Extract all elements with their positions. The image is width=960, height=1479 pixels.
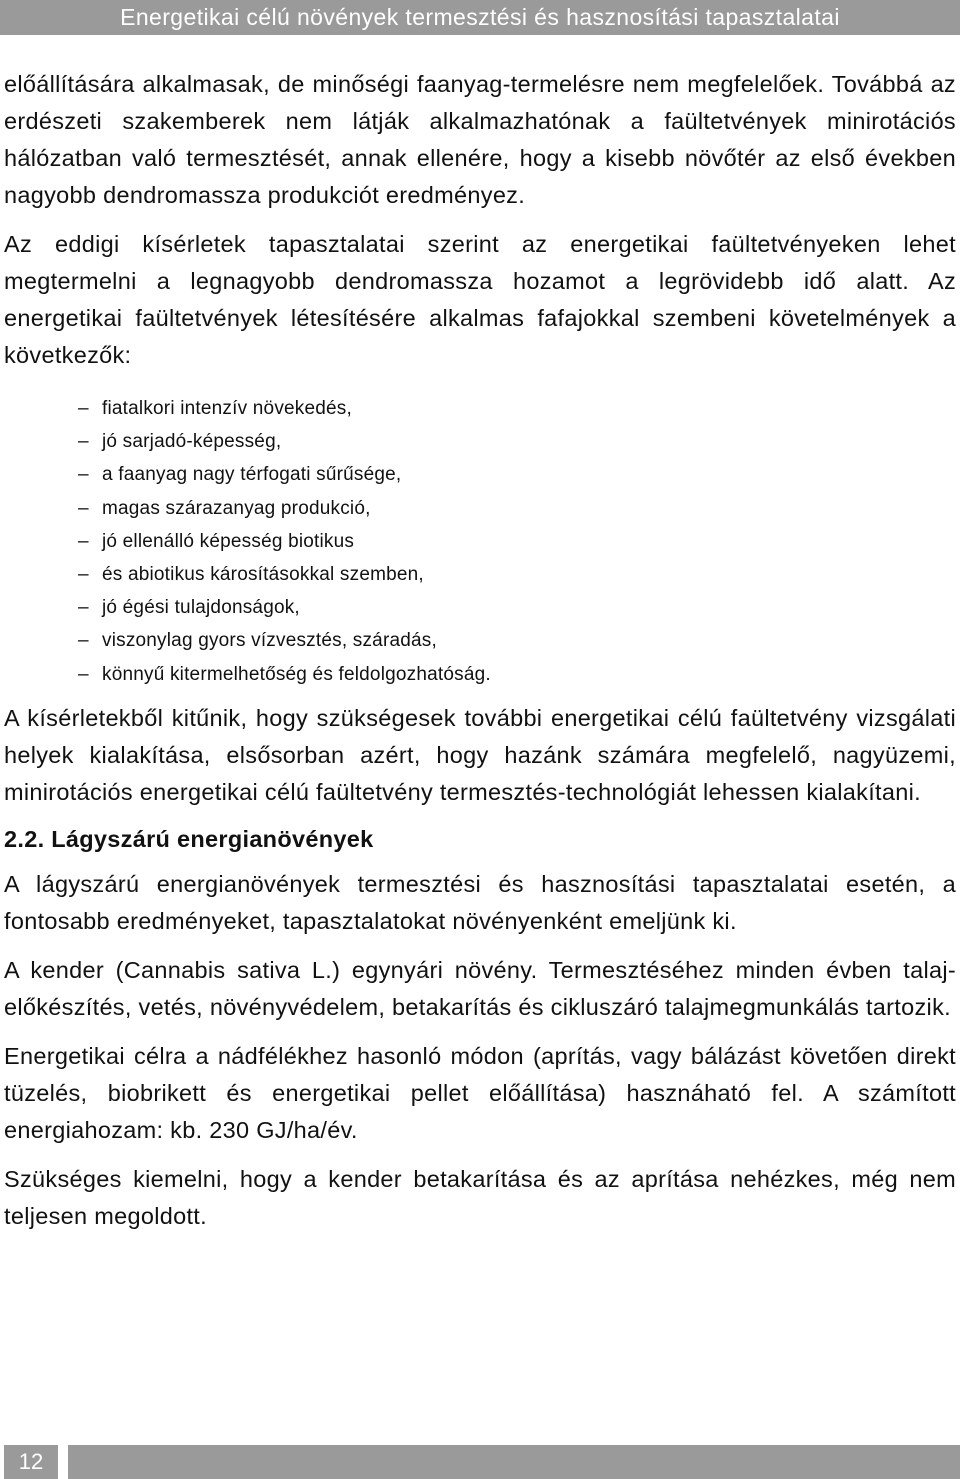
paragraph-continuation: előállítására alkalmasak, de minőségi faanyag-termelésre nem megfelelőek. Továbbá az erdészeti szakemberek nem látják alkalmazhatónak a faültetvények minirotációs hálózatban való termesztését, annak ellenére, hogy a kisebb növőtér az első években nagyobb dendromassza produkciót eredményez. xyxy=(4,71,956,208)
paragraph-hemp: A kender (Cannabis sativa L.) egynyári növény. Termesztéséhez minden évben talaj-előkészítés, vetés, növényvédelem, betakarítás és cikluszáró talajmegmunkálás tartozik. xyxy=(4,956,956,1020)
list-item: – magas szárazanyag produkció, xyxy=(78,492,956,525)
list-item: – viszonylag gyors vízvesztés, száradás, xyxy=(78,624,956,657)
dash-bullet-icon: – xyxy=(78,597,89,619)
dash-bullet-icon: – xyxy=(78,464,89,486)
paragraph-harvest-note: Szükséges kiemelni, hogy a kender betakarítása és az aprítása nehézkes, még nem teljesen megoldott. xyxy=(4,1165,956,1229)
dash-bullet-icon: – xyxy=(78,530,89,552)
list-item: – jó ellenálló képesség biotikus xyxy=(78,525,956,558)
list-item: – jó sarjadó-képesség, xyxy=(78,425,956,458)
paragraph-herbaceous-intro: A lágyszárú energianövények termesztési és hasznosítási tapasztalatai esetén, a fontosabb eredményeket, tapasztalatokat növényenként emeljünk ki. xyxy=(4,870,956,934)
page-body xyxy=(4,66,956,1235)
list-item: – a faanyag nagy térfogati sűrűsége, xyxy=(78,458,956,491)
dash-bullet-icon: – xyxy=(78,663,89,685)
dash-bullet-icon: – xyxy=(78,564,89,586)
list-item: – könnyű kitermelhetőség és feldolgozhatóság. xyxy=(78,658,956,691)
dash-bullet-icon: – xyxy=(78,431,89,453)
dash-bullet-icon: – xyxy=(78,630,89,652)
paragraph-energy-use: Energetikai célra a nádfélékhez hasonló módon (aprítás, vagy bálázást követően direkt tüzelés, biobrikett és energetikai pellet előállítása) hasznáható fel. A számított energiahozam: kb. 230 GJ/ha/év. xyxy=(4,1042,956,1143)
list-item: – és abiotikus károsításokkal szemben, xyxy=(78,558,956,591)
list-item: – fiatalkori intenzív növekedés, xyxy=(78,392,956,425)
requirements-list xyxy=(4,392,956,691)
list-item: – jó égési tulajdonságok, xyxy=(78,591,956,624)
paragraph-requirements-intro: Az eddigi kísérletek tapasztalatai szerint az energetikai faültetvényeken lehet megtermelni a legnagyobb dendromassza hozamot a legrövidebb idő alatt. Az energetikai faültetvények létesítésére alkalmas fafajokkal szembeni követelmények a következők: xyxy=(4,231,956,368)
running-header-title: Energetikai célú növények termesztési és hasznosítási tapasztalatai xyxy=(120,4,840,30)
section-heading: 2.2. Lágyszárú energianövények xyxy=(4,825,374,852)
paragraph-conclusion: A kísérletekből kitűnik, hogy szükségesek további energetikai célú faültetvény vizsgálati helyek kialakítása, elsősorban azért, hogy hazánk számára megfelelő, nagyüzemi, minirotációs energetikai célú faültetvény termesztés-technológiát lehessen kialakítani. xyxy=(4,704,956,805)
dash-bullet-icon: – xyxy=(78,398,89,419)
dash-bullet-icon: – xyxy=(78,497,89,519)
page-number: 12 xyxy=(18,1449,44,1474)
footer-bar xyxy=(68,1445,960,1479)
